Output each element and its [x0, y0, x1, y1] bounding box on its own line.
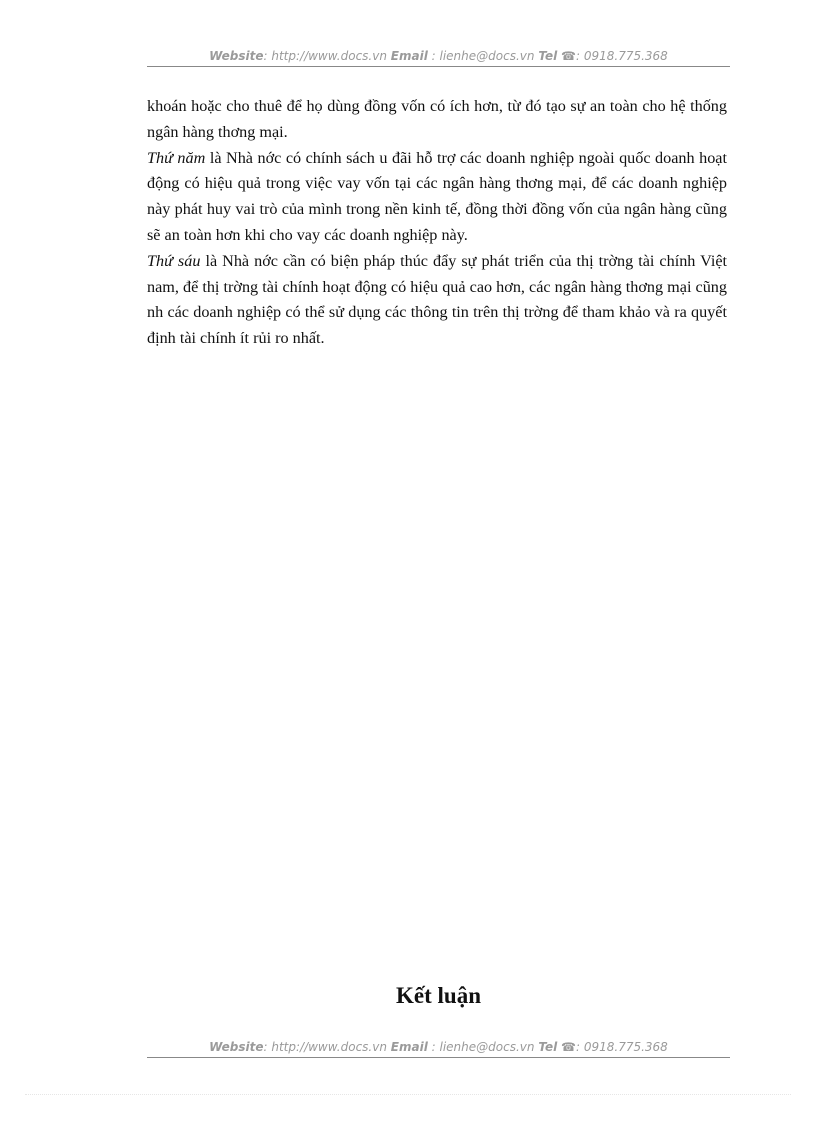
email-label: Email [390, 1040, 428, 1054]
paragraph-text: là Nhà nớc cần có biện pháp thúc đẩy sự phát triển của thị trờng tài chính Việt nam, để thị trờng tài chính hoạt động có hiệu quả cao hơn, các ngân hàng thơng mại cũng nh các doanh nghiệp có thể sử dụng các thông tin trên thị trờng để tham khảo và ra quyết định tài chính ít rủi ro nhất. [147, 251, 727, 348]
email-label: Email [390, 49, 428, 63]
page-edge-divider [25, 1094, 791, 1095]
phone-icon: ☎ [561, 1040, 576, 1054]
website-label: Website [209, 49, 264, 63]
tel-label: Tel [538, 49, 558, 63]
page-footer [147, 1039, 730, 1055]
header-divider [147, 66, 730, 67]
paragraph [147, 94, 727, 146]
phone-icon: ☎ [561, 49, 576, 63]
paragraph-lead: Thứ sáu [147, 251, 201, 270]
tel-label: Tel [538, 1040, 558, 1054]
website-value: : http://www.docs.vn [263, 49, 387, 63]
paragraph [147, 146, 727, 249]
page-header [147, 48, 730, 64]
footer-divider [147, 1057, 730, 1058]
document-body [147, 94, 727, 352]
email-value: : lienhe@docs.vn [431, 49, 535, 63]
tel-value: : 0918.775.368 [575, 1040, 668, 1054]
email-value: : lienhe@docs.vn [431, 1040, 535, 1054]
paragraph-text: là Nhà nớc có chính sách u đãi hỗ trợ các doanh nghiệp ngoài quốc doanh hoạt động có hiệu quả trong việc vay vốn tại các ngân hàng thơng mại, để các doanh nghiệp này phát huy vai trò của mình trong nền kinh tế, đồng thời đồng vốn của ngân hàng cũng sẽ an toàn hơn khi cho vay các doanh nghiệp này. [147, 148, 727, 244]
section-heading: Kết luận [396, 983, 481, 1008]
website-label: Website [209, 1040, 264, 1054]
tel-value: : 0918.775.368 [575, 49, 668, 63]
website-value: : http://www.docs.vn [263, 1040, 387, 1054]
paragraph [147, 249, 727, 352]
paragraph-text: khoán hoặc cho thuê để họ dùng đồng vốn có ích hơn, từ đó tạo sự an toàn cho hệ thống ngân hàng thơng mại. [147, 97, 727, 141]
paragraph-lead: Thứ năm [147, 148, 206, 167]
